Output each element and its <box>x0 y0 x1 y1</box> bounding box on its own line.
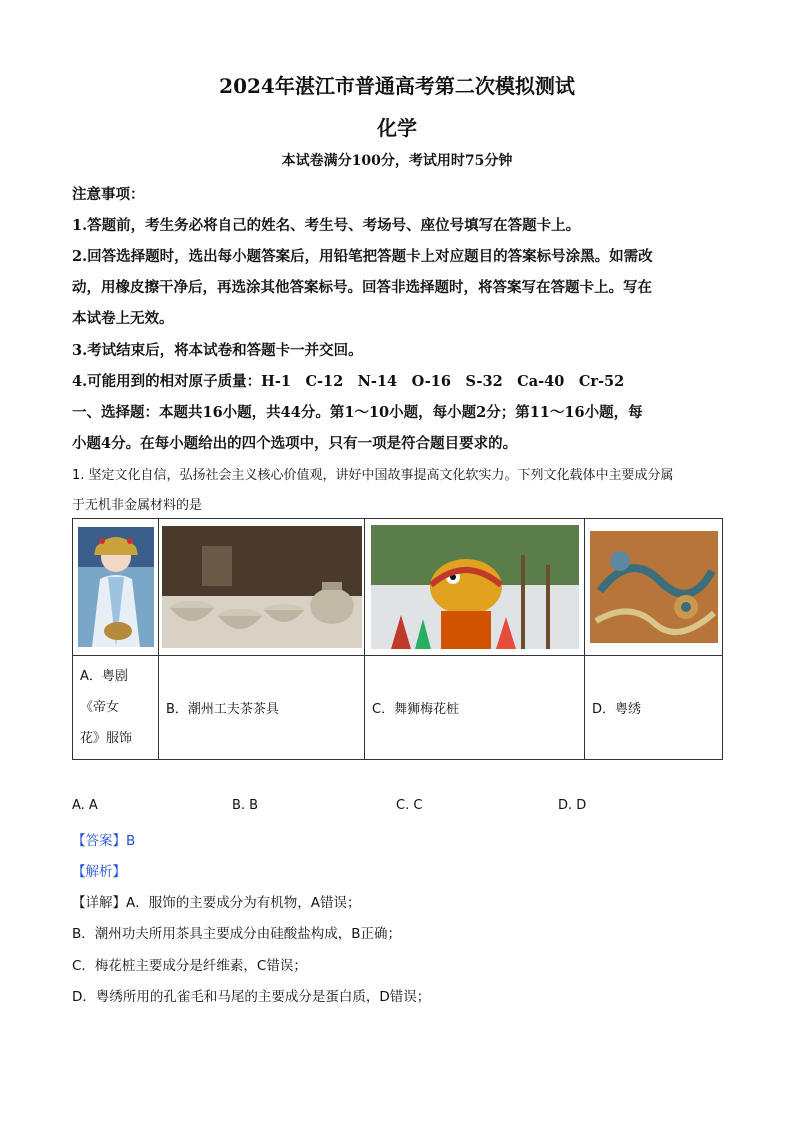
option-c-image-cell <box>365 519 585 656</box>
choice-d: D. D <box>558 798 587 813</box>
answer-choices <box>72 798 722 818</box>
note-line: 2.回答选择题时，选出每小题答案后，用铅笔把答题卡上对应题目的答案标号涂黑。如需改 <box>72 248 653 265</box>
question-stem-cont: 于无机非金属材料的是 <box>72 498 203 513</box>
option-b-image-cell <box>159 519 365 656</box>
opera-costume-image <box>78 527 154 647</box>
analysis-line: C．梅花桩主要成分是纤维素，C错误； <box>72 958 307 974</box>
embroidery-image <box>590 531 718 643</box>
section-heading-cont: 小题4分。在每小题给出的四个选项中，只有一项是符合题目要求的。 <box>72 435 518 452</box>
teaware-image <box>162 526 362 648</box>
exam-meta: 本试卷满分100分，考试用时75分钟 <box>281 153 513 169</box>
option-b-label: B．潮州工夫茶茶具 <box>159 656 365 760</box>
subject-title: 化学 <box>377 116 417 140</box>
notes-heading: 注意事项： <box>72 186 145 203</box>
option-a-label-line: 花》服饰 <box>80 731 133 746</box>
analysis-line: D．粤绣所用的孔雀毛和马尾的主要成分是蛋白质，D错误； <box>72 989 431 1005</box>
option-a-label-line: 《帝女 <box>80 700 120 715</box>
section-heading: 一、选择题：本题共16小题，共44分。第1～10小题，每小题2分；第11～16小题，每 <box>72 404 643 421</box>
answer-line: 【答案】B <box>72 833 136 849</box>
exam-title: 2024年湛江市普通高考第二次模拟测试 <box>219 74 575 98</box>
analysis-line: 【详解】A．服饰的主要成分为有机物，A错误； <box>72 895 361 911</box>
choice-a: A. A <box>72 798 98 813</box>
note-line: 1.答题前，考生务必将自己的姓名、考生号、考场号、座位号填写在答题卡上。 <box>72 217 581 234</box>
choice-b: B. B <box>232 798 259 813</box>
option-a-image-cell <box>73 519 159 656</box>
option-c-label: C．舞狮梅花桩 <box>365 656 585 760</box>
option-d-image-cell <box>585 519 723 656</box>
question-stem: 1. 坚定文化自信，弘扬社会主义核心价值观，讲好中国故事提高文化软实力。下列文化载体中主要成分属 <box>72 468 674 483</box>
option-d-label: D．粤绣 <box>585 656 723 760</box>
choice-c: C. C <box>396 798 423 813</box>
option-a-label <box>73 656 159 760</box>
note-line: 本试卷上无效。 <box>72 310 174 327</box>
analysis-line: B．潮州功夫所用茶具主要成分由硅酸盐构成，B正确； <box>72 926 402 942</box>
note-line: 动，用橡皮擦干净后，再选涂其他答案标号。回答非选择题时，将答案写在答题卡上。写在 <box>72 279 652 296</box>
note-line: 4.可能用到的相对原子质量：H-1 C-12 N-14 O-16 S-32 Ca-40 Cr-52 <box>72 373 625 390</box>
lion-dance-image <box>371 525 579 649</box>
options-table <box>72 518 723 760</box>
analysis-heading: 【解析】 <box>72 864 126 880</box>
note-line: 3.考试结束后，将本试卷和答题卡一并交回。 <box>72 342 363 359</box>
option-a-label-line: A．粤剧 <box>80 669 128 684</box>
